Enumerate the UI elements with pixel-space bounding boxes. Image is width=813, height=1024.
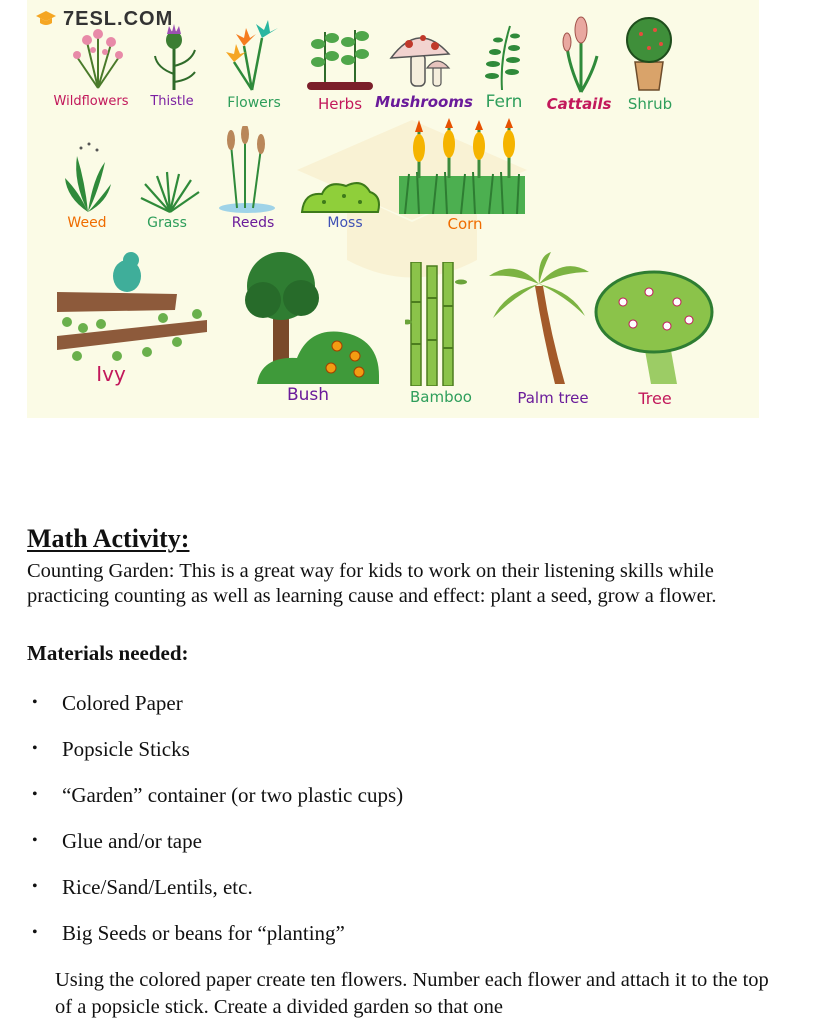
- poster-label-grass: Grass: [147, 215, 187, 231]
- material-text: Popsicle Sticks: [62, 737, 190, 761]
- graduation-cap-icon: [35, 8, 57, 30]
- thistle-icon: [149, 24, 199, 92]
- poster-label-weed: Weed: [67, 215, 107, 231]
- material-text: Glue and/or tape: [62, 829, 202, 853]
- wildflowers-icon: [67, 22, 129, 90]
- list-item: [27, 731, 403, 777]
- material-text: Big Seeds or beans for “planting”: [62, 921, 345, 945]
- weed-icon: [63, 142, 113, 214]
- logo-text: 7ESL.COM: [63, 7, 174, 30]
- list-item: [27, 777, 403, 823]
- moss-icon: [300, 178, 382, 218]
- materials-heading: Materials needed:: [27, 641, 189, 665]
- poster-label-flowers: Flowers: [227, 95, 281, 111]
- bullet: •: [32, 924, 38, 941]
- poster-label-thistle: Thistle: [150, 94, 194, 109]
- herbs-icon: [305, 22, 375, 92]
- bullet: •: [32, 694, 38, 711]
- poster-label-ivy: Ivy: [96, 362, 126, 386]
- corn-icon: [399, 118, 525, 214]
- cattails-icon: [559, 16, 603, 94]
- mushrooms-icon: [389, 28, 455, 90]
- bush-icon: [237, 248, 383, 384]
- bullet: •: [32, 786, 38, 803]
- fern-icon: [482, 22, 522, 92]
- poster-label-reeds: Reeds: [231, 215, 275, 231]
- instructions-paragraph: Using the colored paper create ten flowers. Number each flower and attach it to the top of a popsicle stick. Create a divided garden so that one: [55, 969, 769, 1018]
- intro-paragraph: Counting Garden: This is a great way for kids to work on their listening skills while practicing counting as well as learning cause and effect: plant a seed, grow a flower.: [27, 560, 717, 607]
- plants-vocabulary-poster: [27, 0, 759, 418]
- material-text: Rice/Sand/Lentils, etc.: [62, 875, 253, 899]
- material-text: “Garden” container (or two plastic cups): [62, 783, 404, 807]
- poster-label-bamboo: Bamboo: [410, 388, 472, 406]
- poster-label-wildflowers: Wildflowers: [53, 94, 129, 109]
- palm-tree-icon: [485, 252, 593, 386]
- list-item: [27, 823, 403, 869]
- poster-label-tree: Tree: [638, 389, 672, 408]
- poster-label-corn: Corn: [447, 215, 483, 233]
- poster-label-palm-tree: Palm tree: [517, 389, 589, 407]
- bullet: •: [32, 740, 38, 757]
- poster-label-shrub: Shrub: [627, 95, 673, 113]
- list-item: [27, 685, 403, 731]
- poster-label-bush: Bush: [286, 385, 330, 405]
- reeds-icon: [217, 126, 277, 214]
- poster-label-mushrooms: Mushrooms: [375, 93, 473, 111]
- bullet: •: [32, 832, 38, 849]
- materials-list: [27, 685, 403, 961]
- material-text: Colored Paper: [62, 691, 183, 715]
- bullet: •: [32, 878, 38, 895]
- list-item: [27, 869, 403, 915]
- grass-icon: [139, 170, 201, 214]
- flowers-icon: [222, 16, 282, 92]
- poster-label-cattails: Cattails: [546, 95, 612, 113]
- bamboo-icon: [405, 262, 467, 386]
- shrub-icon: [623, 12, 675, 92]
- list-item: [27, 915, 403, 961]
- poster-label-fern: Fern: [485, 92, 523, 112]
- poster-label-moss: Moss: [327, 215, 363, 231]
- tree-icon: [593, 268, 715, 386]
- math-activity-heading: Math Activity:: [27, 524, 190, 553]
- ivy-icon: [57, 248, 211, 362]
- poster-label-herbs: Herbs: [317, 95, 363, 113]
